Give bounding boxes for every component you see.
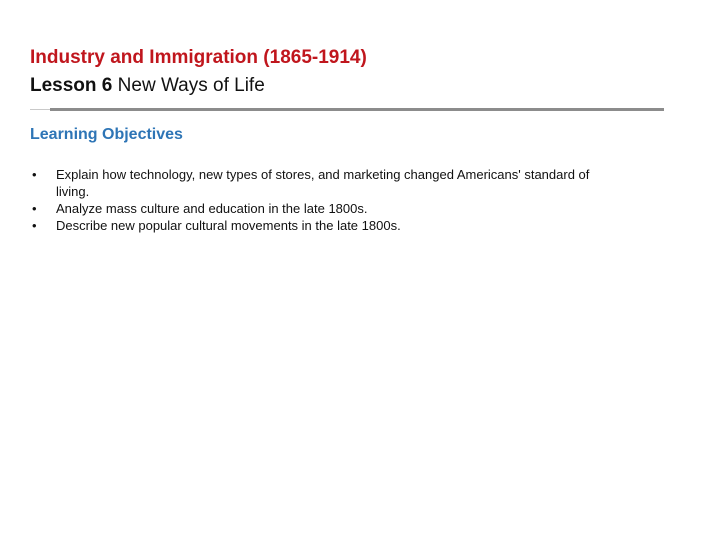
slide-title (30, 44, 367, 100)
list-item (30, 217, 610, 234)
objective-text: Explain how technology, new types of stores, and marketing changed Americans' standard of living. (56, 167, 590, 199)
bullet-icon: • (32, 218, 37, 233)
section-heading: Learning Objectives (30, 126, 183, 143)
list-item (30, 166, 610, 200)
lesson-name: New Ways of Life (117, 75, 265, 96)
lesson-number: Lesson 6 (30, 75, 113, 96)
lesson-title (30, 72, 367, 100)
course-title: Industry and Immigration (1865-1914) (30, 47, 367, 68)
title-divider (50, 108, 664, 111)
objective-text: Describe new popular cultural movements in the late 1800s. (56, 218, 401, 233)
bullet-icon: • (32, 167, 37, 182)
list-item (30, 200, 610, 217)
objective-text: Analyze mass culture and education in the late 1800s. (56, 201, 368, 216)
divider-accent (30, 109, 50, 110)
bullet-icon: • (32, 201, 37, 216)
objectives-list (30, 166, 610, 234)
